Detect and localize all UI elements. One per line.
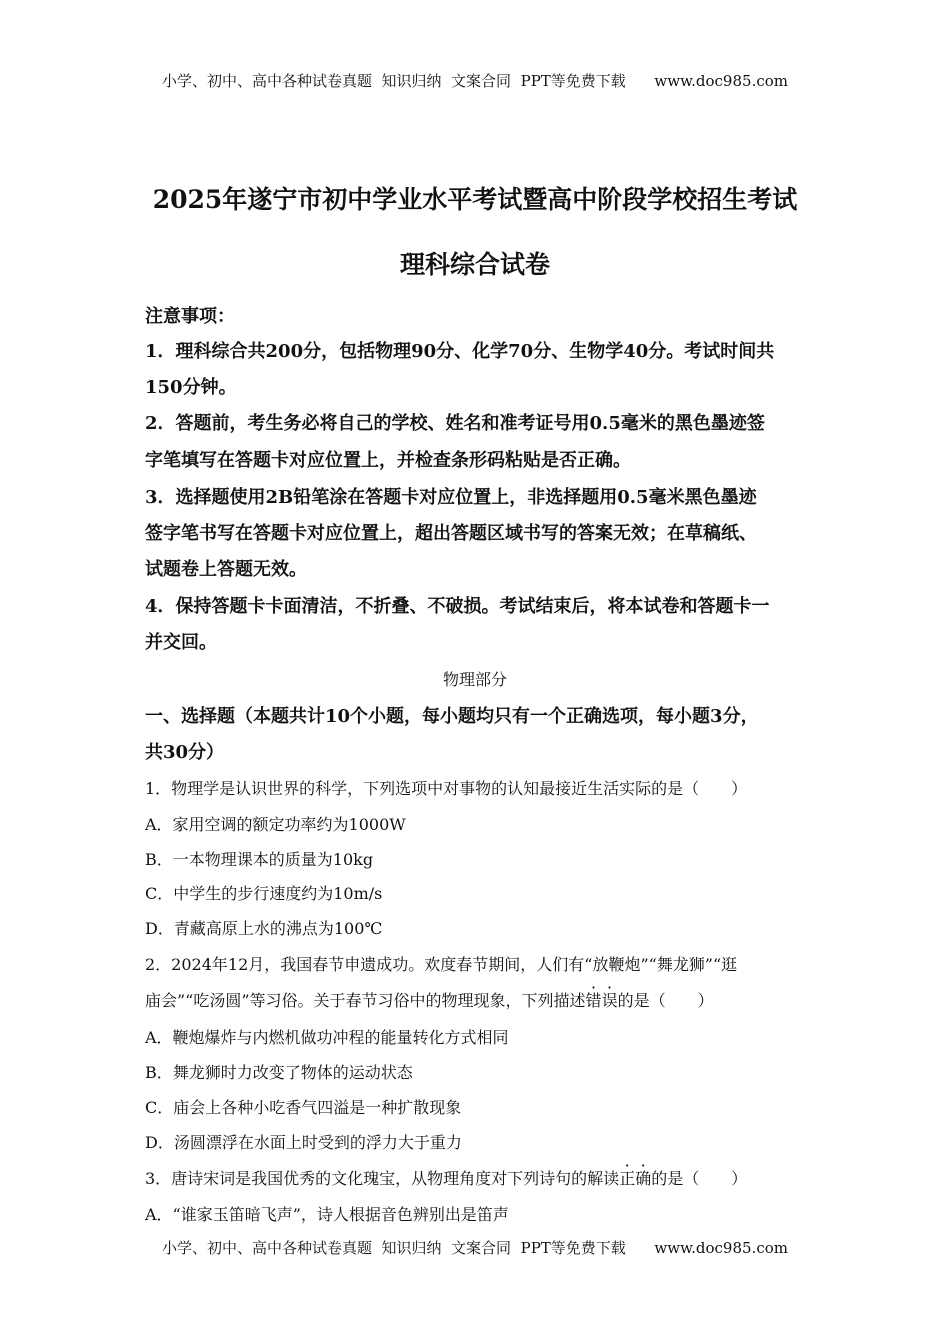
notice-line: 签字笔书写在答题卡对应位置上，超出答题区域书写的答案无效；在草稿纸、 [145, 523, 757, 544]
notice-line: 150分钟。 [145, 377, 237, 398]
question-3-option: A．“谁家玉笛暗飞声”，诗人根据音色辨别出是笛声 [145, 1205, 509, 1224]
notice-line: 2．答题前，考生务必将自己的学校、姓名和准考证号用0.5毫米的黑色墨迹签 [145, 413, 765, 434]
emphasis-char: 错 [585, 991, 602, 1010]
exam-title: 2025年遂宁市初中学业水平考试暨高中阶段学校招生考试 [152, 185, 798, 214]
question-2-option: A．鞭炮爆炸与内燃机做功冲程的能量转化方式相同 [145, 1028, 509, 1047]
notice-line: 试题卷上答题无效。 [145, 559, 307, 580]
exam-subtitle: 理科综合试卷 [399, 250, 550, 279]
question-1-option: B．一本物理课本的质量为10kg [145, 850, 374, 869]
stem-text: 的是（ ） [651, 1169, 748, 1188]
page-footer: 小学、初中、高中各种试卷真题 知识归纳 文案合同 PPT等免费下载 www.doc985.com [161, 1239, 788, 1257]
notice-line: 1．理科综合共200分，包括物理90分、化学70分、生物学40分。考试时间共 [145, 341, 775, 362]
question-1-option: C．中学生的步行速度约为10m/s [145, 884, 383, 903]
question-1-option: A．家用空调的额定功率约为1000W [145, 815, 406, 834]
notice-heading: 注意事项： [145, 306, 235, 327]
emphasis-char: 确 [635, 1169, 652, 1188]
question-2-stem: 2．2024年12月，我国春节申遗成功。欢度春节期间，人们有“放鞭炮”“舞龙狮”“逛 [145, 955, 738, 974]
emphasis-char: 正 [619, 1169, 636, 1188]
emphasis-char: 误 [601, 991, 618, 1010]
notice-line: 字笔填写在答题卡对应位置上，并检查条形码粘贴是否正确。 [145, 450, 631, 471]
section-title: 物理部分 [442, 670, 507, 689]
page-header: 小学、初中、高中各种试卷真题 知识归纳 文案合同 PPT等免费下载 www.doc985.com [161, 72, 788, 90]
part-heading: 一、选择题（本题共计10个小题，每小题均只有一个正确选项，每小题3分， [145, 706, 759, 727]
part-heading: 共30分） [145, 742, 225, 763]
stem-text: 3．唐诗宋词是我国优秀的文化瑰宝，从物理角度对下列诗句的解读 [145, 1169, 620, 1188]
question-2-option: C．庙会上各种小吃香气四溢是一种扩散现象 [145, 1098, 462, 1117]
question-1-option: D．青藏高原上水的沸点为100℃ [145, 919, 383, 938]
notice-line: 3．选择题使用2B铅笔涂在答题卡对应位置上，非选择题用0.5毫米黑色墨迹 [145, 487, 757, 508]
stem-text: 的是（ ） [617, 991, 714, 1010]
question-2-option: B．舞龙狮时力改变了物体的运动状态 [145, 1063, 413, 1082]
stem-text: 庙会”“吃汤圆”等习俗。关于春节习俗中的物理现象，下列描述 [145, 991, 586, 1010]
question-2-option: D．汤圆漂浮在水面上时受到的浮力大于重力 [145, 1133, 462, 1152]
notice-line: 并交回。 [145, 632, 217, 653]
question-2-stem [145, 988, 714, 1011]
notice-line: 4．保持答题卡卡面清洁，不折叠、不破损。考试结束后，将本试卷和答题卡一 [145, 596, 770, 617]
question-3-stem [145, 1166, 747, 1189]
question-1-stem: 1．物理学是认识世界的科学，下列选项中对事物的认知最接近生活实际的是（ ） [145, 779, 748, 798]
